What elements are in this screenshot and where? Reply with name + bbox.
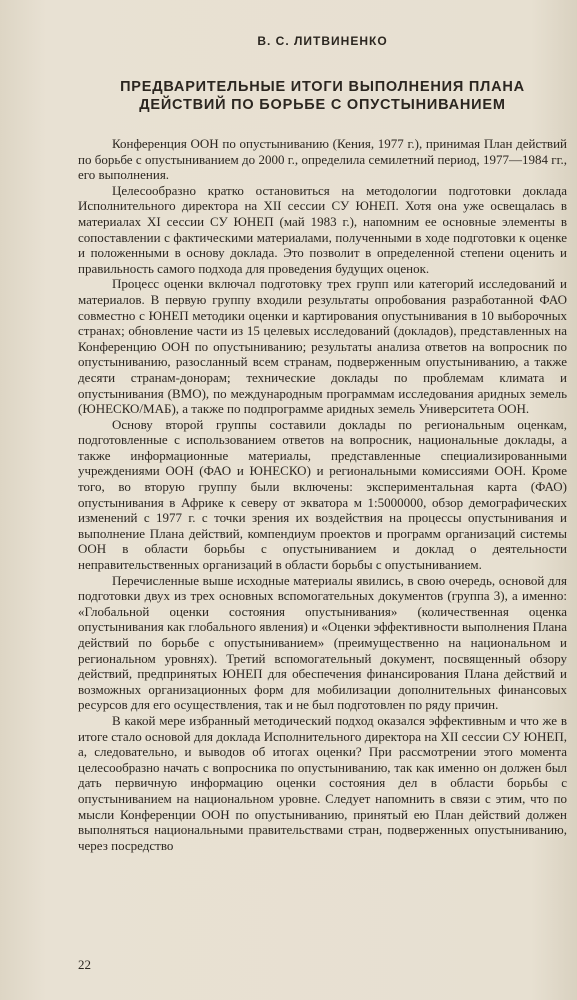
paragraph-5: Перечисленные выше исходные материалы явились, в свою очередь, основой для подготовки двух из трех основных вспомогательных документов (группа 3), а именно: «Глобальной оценки состояния опустынивания» (количественная оценка опустынивания как глобального явления) и «Оценки эффективности выполнения Плана действий по борьбе с опустыниванием» (преимущественно на национальном и региональном уровнях). Третий вспомогательный документ, посвященный обзору действий, предпринятых ЮНЕП для обеспечения финансирования Плана действий и возможных организационных форм для мобилизации дополнительных финансовых ресурсов для его осуществления, так и не был подготовлен по ряду причин. bbox=[78, 572, 567, 713]
title-line-2: ДЕЙСТВИЙ ПО БОРЬБЕ С ОПУСТЫНИВАНИЕМ bbox=[139, 97, 506, 113]
page-number: 22 bbox=[78, 957, 91, 972]
title-line-1: ПРЕДВАРИТЕЛЬНЫЕ ИТОГИ ВЫПОЛНЕНИЯ ПЛАНА bbox=[120, 79, 525, 95]
author-name: В. С. ЛИТВИНЕНКО bbox=[257, 34, 388, 48]
paragraph-3: Процесс оценки включал подготовку трех групп или категорий исследований и материалов. В первую группу входили результаты опробования разработанной ФАО совместно с ЮНЕП методики оценки и картирования опустынивания в 10 выборочных странах; обновление части из 15 целевых исследований (докладов), представленных на Конференцию ООН по опустыниванию; результаты анализа ответов на вопросник по опустыниванию, разосланный всем странам, подверженным опустыниванию, а также десяти странам-донорам; технические доклады по проблемам климата и опустынивания (ВМО), по международным программам исследования аридных земель (ЮНЕСКО/МАБ), а также по подпрограмме аридных земель Университета ООН. bbox=[78, 276, 567, 417]
article-title bbox=[78, 78, 567, 114]
paragraph-4: Основу второй группы составили доклады по региональным оценкам, подготовленные с использованием ответов на вопросник, национальные доклады, а также информационные материалы, представленные специализированными учреждениями ООН (ФАО и ЮНЕСКО) и региональными комиссиями ООН. Кроме того, во вторую группу были включены: экспериментальная карта (ФАО) опустынивания в Африке к северу от экватора м 1:5000000, обзор демографических изменений с 1977 г. с точки зрения их воздействия на процессы опустынивания и выполнение Плана действий, компендиум проектов и программ организаций системы ООН в области борьбы с опустыниванием и доклад о деятельности неправительственных организаций в области борьбы с опустыниванием. bbox=[78, 416, 567, 573]
paragraph-6: В какой мере избранный методический подход оказался эффективным и что же в итоге стало основой для доклада Исполнительного директора на XII сессии СУ ЮНЕП, а, следовательно, и выводов об итогах оценки? При рассмотрении этого момента целесообразно начать с вопросника по опустыниванию, так как именно он должен был дать первичную информацию оценки состояния дел в области борьбы с опустыниванием на национальном уровне. Следует напомнить в связи с этим, что по мысли Конференции ООН по опустыниванию, принятый ею План действий должен выполняться национальными правительствами стран, подверженных опустыниванию, через посредство bbox=[78, 712, 567, 853]
paragraph-2: Целесообразно кратко остановиться на методологии подготовки доклада Исполнительного директора на XII сессии СУ ЮНЕП. Хотя она уже освещалась в материалах XI сессии СУ ЮНЕП (май 1983 г.), напомним ее основные элементы в сопоставлении с фактическими материалами, полученными в ходе подготовки к оценке и положенными в основу доклада. Это позволит в определенной степени оценить и правильность самого подхода для проведения будущих оценок. bbox=[78, 182, 567, 276]
paragraph-1: Конференция ООН по опустыниванию (Кения, 1977 г.), принимая План действий по борьбе с опустыниванием до 2000 г., определила семилетний период, 1977—1984 гг., его выполнения. bbox=[78, 136, 567, 183]
article-body bbox=[78, 136, 567, 853]
